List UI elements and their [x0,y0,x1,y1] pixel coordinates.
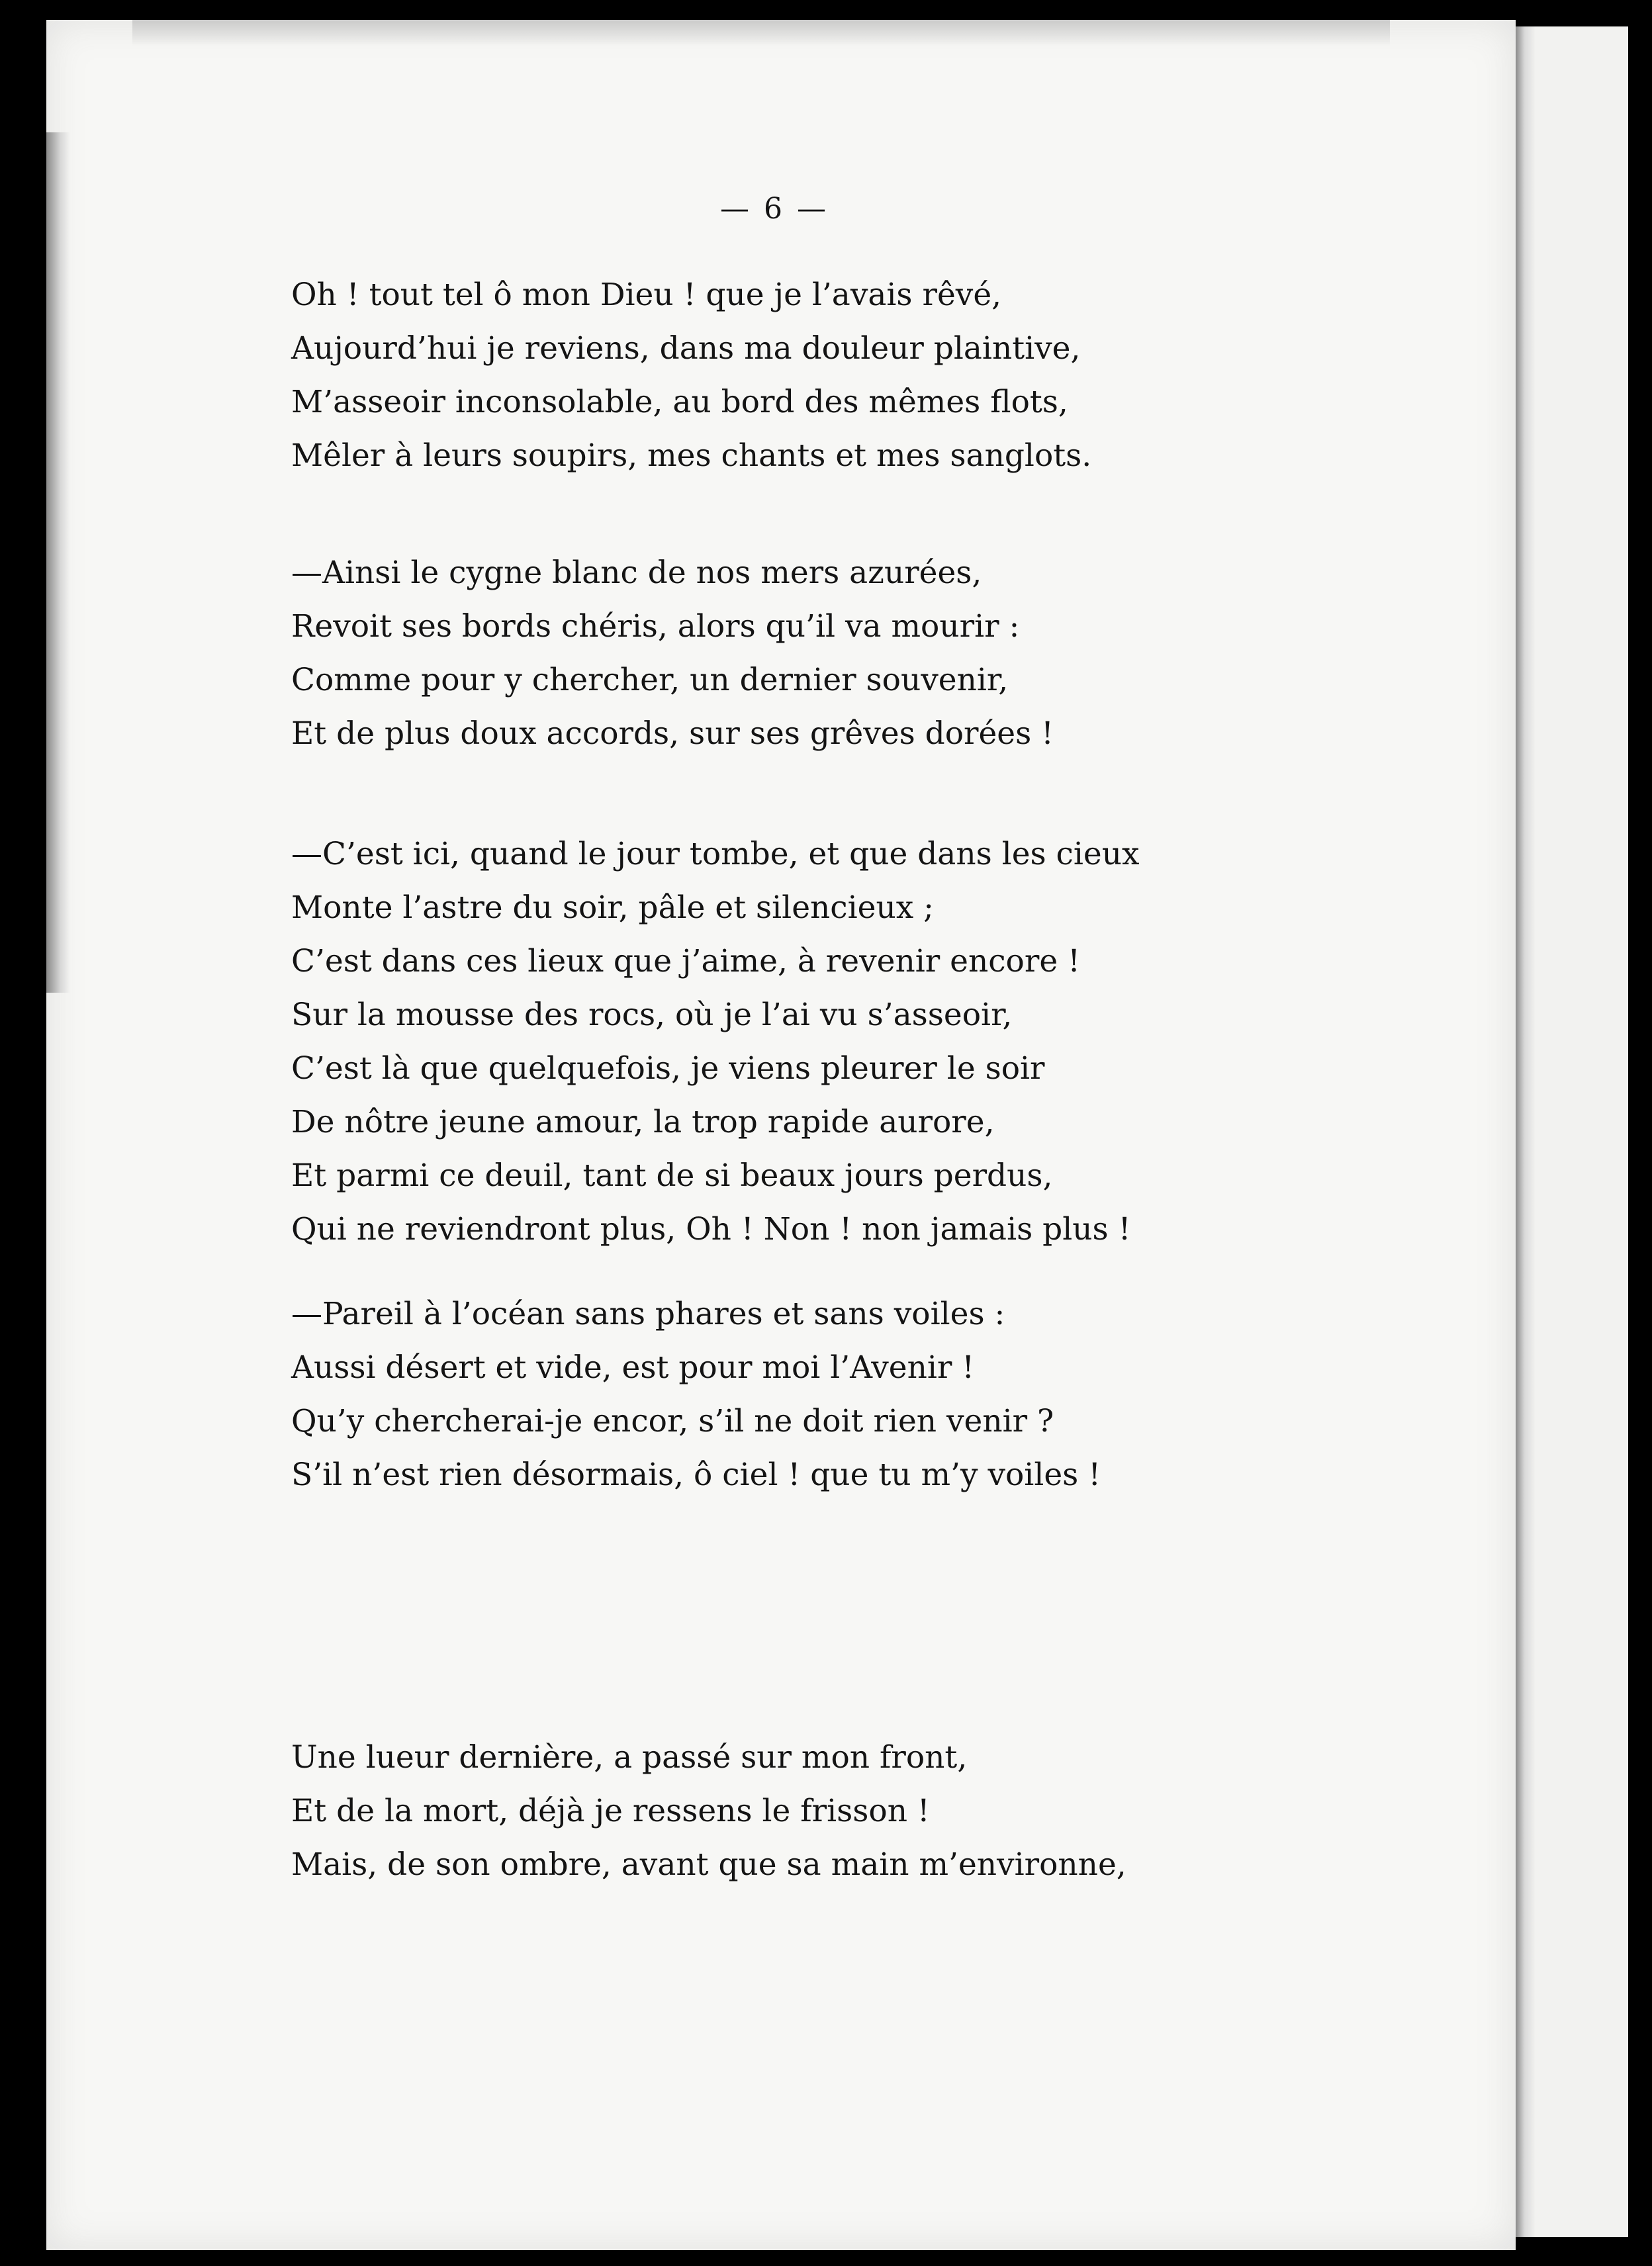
verse-line: C’est là que quelquefois, je viens pleurer le soir [291,1050,1045,1087]
stanza-4 [291,1287,1284,1502]
verse-line: S’il n’est rien désormais, ô ciel ! que tu m’y voiles ! [291,1457,1101,1493]
verse-line: Mêler à leurs soupirs, mes chants et mes sanglots. [291,437,1092,474]
verse-line: De nôtre jeune amour, la trop rapide aurore, [291,1104,995,1140]
page-number: — 6 — [720,192,829,226]
verse-line: Et de plus doux accords, sur ses grêves dorées ! [291,715,1054,752]
verse-line: Aujourd’hui je reviens, dans ma douleur plaintive, [291,330,1081,367]
stanza-3 [291,827,1284,1256]
verse-line: Une lueur dernière, a passé sur mon front, [291,1739,968,1776]
verse-line: —Ainsi le cygne blanc de nos mers azurées, [291,555,982,591]
verse-line: Aussi désert et vide, est pour moi l’Avenir ! [291,1349,975,1386]
verse-line: Mais, de son ombre, avant que sa main m’environne, [291,1846,1126,1883]
stanza-1 [291,268,1284,482]
stanza-2 [291,546,1284,760]
verse-line: Comme pour y chercher, un dernier souvenir, [291,662,1009,698]
verse-line: Monte l’astre du soir, pâle et silencieux ; [291,889,935,926]
page-left-shadow [46,132,70,993]
verse-line: Oh ! tout tel ô mon Dieu ! que je l’avais rêvé, [291,277,1002,313]
verse-line: Qu’y chercherai-je encor, s’il ne doit rien venir ? [291,1403,1054,1439]
stanza-5 [291,1731,1284,1891]
verse-line: Qui ne reviendront plus, Oh ! Non ! non jamais plus ! [291,1211,1131,1247]
page-fold-shadow [1516,26,1536,2237]
page-top-shadow [132,20,1390,46]
verse-line: Revoit ses bords chéris, alors qu’il va mourir : [291,608,1020,645]
verse-line: C’est dans ces lieux que j’aime, à revenir encore ! [291,943,1080,979]
verse-line: —Pareil à l’océan sans phares et sans voiles : [291,1296,1005,1332]
verse-line: Sur la mousse des rocs, où je l’ai vu s’asseoir, [291,997,1013,1033]
verse-line: Et de la mort, déjà je ressens le frisson ! [291,1793,930,1829]
verse-line: M’asseoir inconsolable, au bord des mêmes flots, [291,384,1068,420]
verse-line: Et parmi ce deuil, tant de si beaux jours perdus, [291,1157,1053,1194]
verse-line: —C’est ici, quand le jour tombe, et que dans les cieux [291,836,1140,872]
